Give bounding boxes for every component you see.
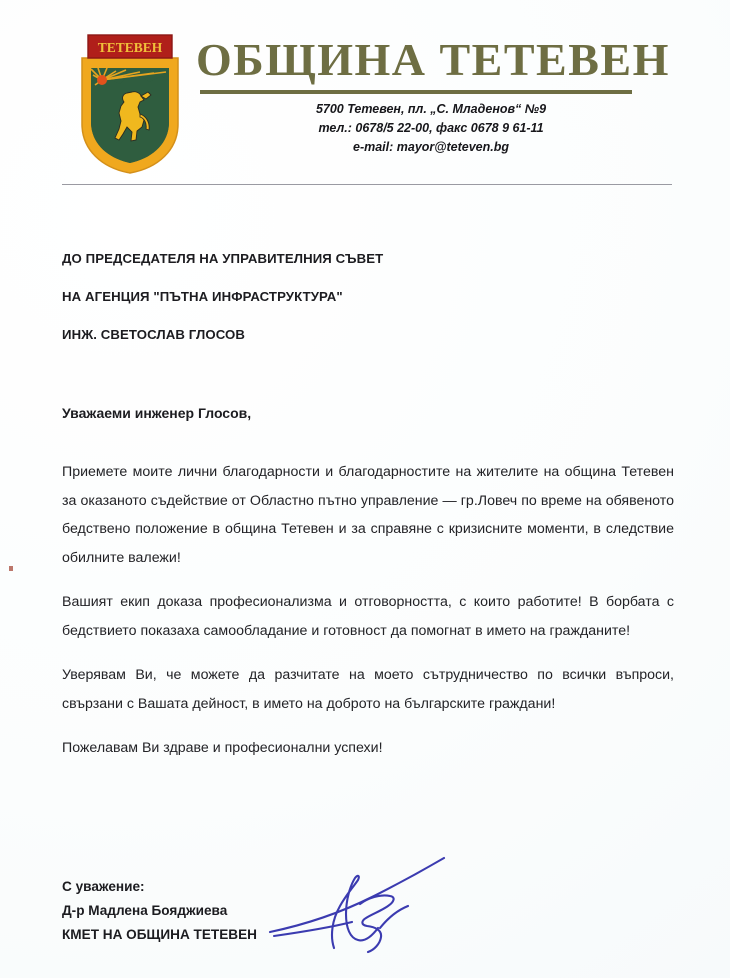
title-underline bbox=[200, 90, 632, 94]
signer-name: Д-р Мадлена Бояджиева bbox=[62, 903, 228, 918]
scan-artifact bbox=[9, 566, 13, 571]
contact-details bbox=[196, 100, 666, 157]
crest-banner-text: ТЕТЕВЕН bbox=[97, 40, 163, 55]
recipient-line-3: ИНЖ. СВЕТОСЛАВ ГЛОСОВ bbox=[62, 327, 245, 342]
signer-position: КМЕТ НА ОБЩИНА ТЕТЕВЕН bbox=[62, 927, 257, 942]
recipient-line-1: ДО ПРЕДСЕДАТЕЛЯ НА УПРАВИТЕЛНИЯ СЪВЕТ bbox=[62, 251, 384, 266]
recipient-block bbox=[62, 240, 582, 354]
body-paragraph: Приемете моите лични благодарности и благодарностите на жителите на община Тетевен за оказаното съдействие от Областно пътно управление — гр.Ловеч по време на обявеното бедствено положение в община Тетевен и за справяне с кризисните моменти, в следствие обилните валежи! bbox=[62, 464, 674, 566]
page-title: ОБЩИНА ТЕТЕВЕН bbox=[196, 34, 670, 85]
teteven-coat-of-arms-icon bbox=[74, 28, 186, 176]
contact-email: e-mail: mayor@teteven.bg bbox=[353, 140, 509, 154]
body-paragraph: Вашият екип доказа професионализма и отговорността, с които работите! В борбата с бедствието показаха самообладание и готовност да помогнат в името на гражданите! bbox=[62, 594, 674, 639]
signature-block bbox=[62, 875, 257, 947]
contact-address: 5700 Тетевен, пл. „С. Младенов“ №9 bbox=[315, 102, 547, 116]
header-divider bbox=[62, 184, 672, 185]
letter-body bbox=[62, 458, 674, 779]
recipient-line-2: НА АГЕНЦИЯ "ПЪТНА ИНФРАСТРУКТУРА" bbox=[62, 289, 343, 304]
handwritten-signature bbox=[268, 852, 483, 960]
salutation: Уважаеми инженер Глосов, bbox=[62, 405, 252, 421]
body-paragraph: Уверявам Ви, че можете да разчитате на моето сътрудничество по всички въпроси, свързани с Вашата дейност, в името на доброто на българските граждани! bbox=[62, 667, 674, 712]
closing-phrase: С уважение: bbox=[62, 879, 145, 894]
contact-phone-fax: тел.: 0678/5 22-00, факс 0678 9 61-11 bbox=[318, 121, 544, 135]
letterhead bbox=[0, 0, 730, 200]
body-paragraph: Пожелавам Ви здраве и професионални успехи! bbox=[62, 740, 383, 756]
